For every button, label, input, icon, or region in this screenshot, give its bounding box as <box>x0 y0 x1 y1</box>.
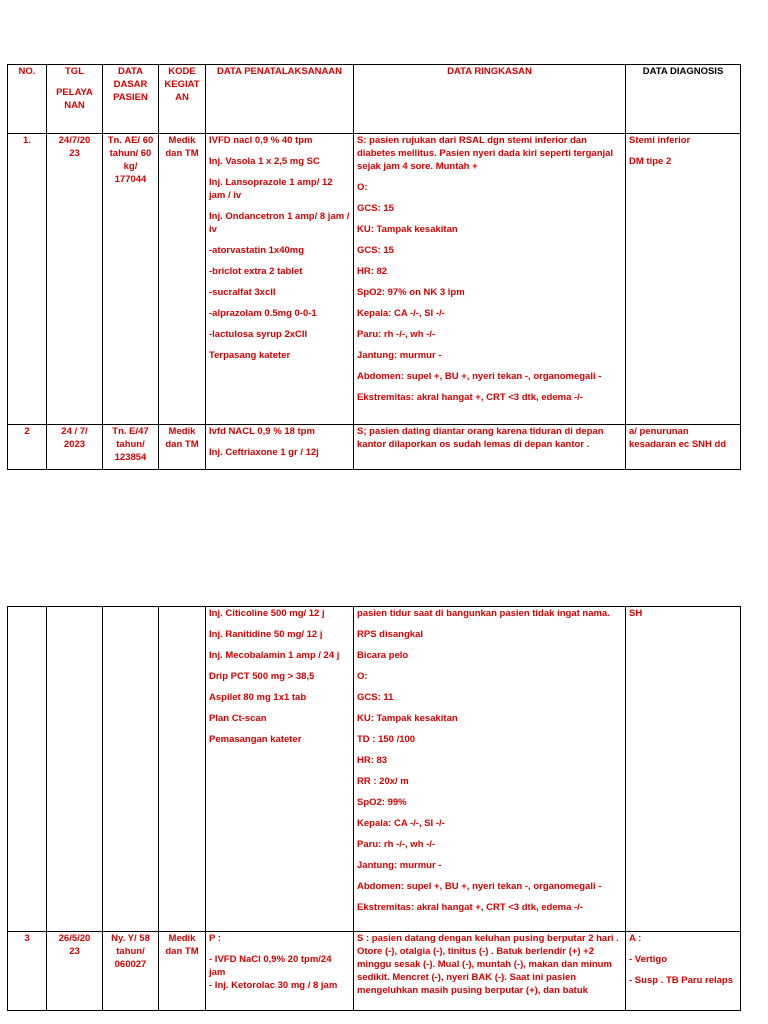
row-kode: Medik dan TM <box>159 134 206 425</box>
row-tgl: 26/5/20 23 <box>47 932 103 1011</box>
header-ringkasan: DATA RINGKASAN <box>354 65 626 134</box>
table-row <box>8 425 741 470</box>
row-ringkasan: S : pasien datang dengan keluhan pusing berputar 2 hari . Otore (-), otalgia (-), tinitus (-) . Batuk berlendir (+) +2 minggu sesak (-). Mual (-), muntah (-), makan dan minum sedikit. Mencret (-), nyeri BAK (-). Saat ini pasien mengeluhkan masih pusing berputar (+), dan batuk <box>354 932 626 1011</box>
row-pasien: Tn. AE/ 60 tahun/ 60 kg/ 177044 <box>103 134 159 425</box>
header-row <box>8 65 741 134</box>
row-tgl <box>47 607 103 932</box>
row-ringkasan: S: pasien rujukan dari RSAL dgn stemi inferior dan diabetes mellitus. Pasien nyeri dada kiri seperti terganjal sejak jam 4 sore. Muntah + O: GCS: 15 KU: Tampak kesakitan GCS: 15 HR: 82 SpO2: 97% on NK 3 lpm Kepala: CA -/-, SI -/- Paru: rh -/-, wh -/- Jantung: murmur - Abdomen: supel +, BU +, nyeri tekan -, organomegali - Ekstremitas: akral hangat +, CRT <3 dtk, edema -/- <box>354 134 626 425</box>
row-ringkasan: pasien tidur saat di bangunkan pasien tidak ingat nama. RPS disangkal Bicara pelo O: GCS: 11 KU: Tampak kesakitan TD : 150 /100 HR: 83 RR : 20x/ m SpO2: 99% Kepala: CA -/-, SI -/- Paru: rh -/-, wh -/- Jantung: murmur - Abdomen: supel +, BU +, nyeri tekan -, organomegali - Ekstremitas: akral hangat +, CRT <3 dtk, edema -/- <box>354 607 626 932</box>
header-no: NO. <box>8 65 47 134</box>
row-diagnosis: Stemi inferior DM tipe 2 <box>626 134 741 425</box>
header-kode: KODE KEGIAT AN <box>159 65 206 134</box>
row-no <box>8 607 47 932</box>
header-tgl: TGL PELAYA NAN <box>47 65 103 134</box>
header-penatalaksanaan: DATA PENATALAKSANAAN <box>206 65 354 134</box>
header-data-dasar: DATA DASAR PASIEN <box>103 65 159 134</box>
table-row <box>8 607 741 932</box>
medical-record-table-page-1 <box>7 64 741 470</box>
medical-record-table-page-2 <box>7 606 741 1011</box>
row-diagnosis: a/ penurunan kesadaran ec SNH dd <box>626 425 741 470</box>
row-penatalaksanaan: Inj. Citicoline 500 mg/ 12 j Inj. Ranitidine 50 mg/ 12 j Inj. Mecobalamin 1 amp / 24 j Drip PCT 500 mg > 38,5 Aspilet 80 mg 1x1 tab Plan Ct-scan Pemasangan kateter <box>206 607 354 932</box>
row-no: 2 <box>8 425 47 470</box>
header-diagnosis: DATA DIAGNOSIS <box>626 65 741 134</box>
row-no: 1. <box>8 134 47 425</box>
row-no: 3 <box>8 932 47 1011</box>
row-tgl: 24/7/20 23 <box>47 134 103 425</box>
row-kode: Medik dan TM <box>159 932 206 1011</box>
row-diagnosis: A : - Vertigo - Susp . TB Paru relaps <box>626 932 741 1011</box>
row-diagnosis: SH <box>626 607 741 932</box>
row-penatalaksanaan: IVFD nacl 0,9 % 40 tpm Inj. Vasola 1 x 2,5 mg SC Inj. Lansoprazole 1 amp/ 12 jam / iv Inj. Ondancetron 1 amp/ 8 jam / iv -atorvastatin 1x40mg -briclot extra 2 tablet -sucralfat 3xcII -alprazolam 0.5mg 0-0-1 -lactulosa syrup 2xCII Terpasang kateter <box>206 134 354 425</box>
row-penatalaksanaan: Ivfd NACL 0,9 % 18 tpm Inj. Ceftriaxone 1 gr / 12j <box>206 425 354 470</box>
row-pasien: Ny. Y/ 58 tahun/ 060027 <box>103 932 159 1011</box>
row-ringkasan: S; pasien dating diantar orang karena tiduran di depan kantor dilaporkan os sudah lemas di depan kantor . <box>354 425 626 470</box>
row-pasien: Tn. E/47 tahun/ 123854 <box>103 425 159 470</box>
row-pasien <box>103 607 159 932</box>
row-kode: Medik dan TM <box>159 425 206 470</box>
row-kode <box>159 607 206 932</box>
row-penatalaksanaan: P : - IVFD NaCl 0,9% 20 tpm/24 jam - Inj. Ketorolac 30 mg / 8 jam <box>206 932 354 1011</box>
row-tgl: 24 / 7/ 2023 <box>47 425 103 470</box>
table-row <box>8 134 741 425</box>
table-row <box>8 932 741 1011</box>
